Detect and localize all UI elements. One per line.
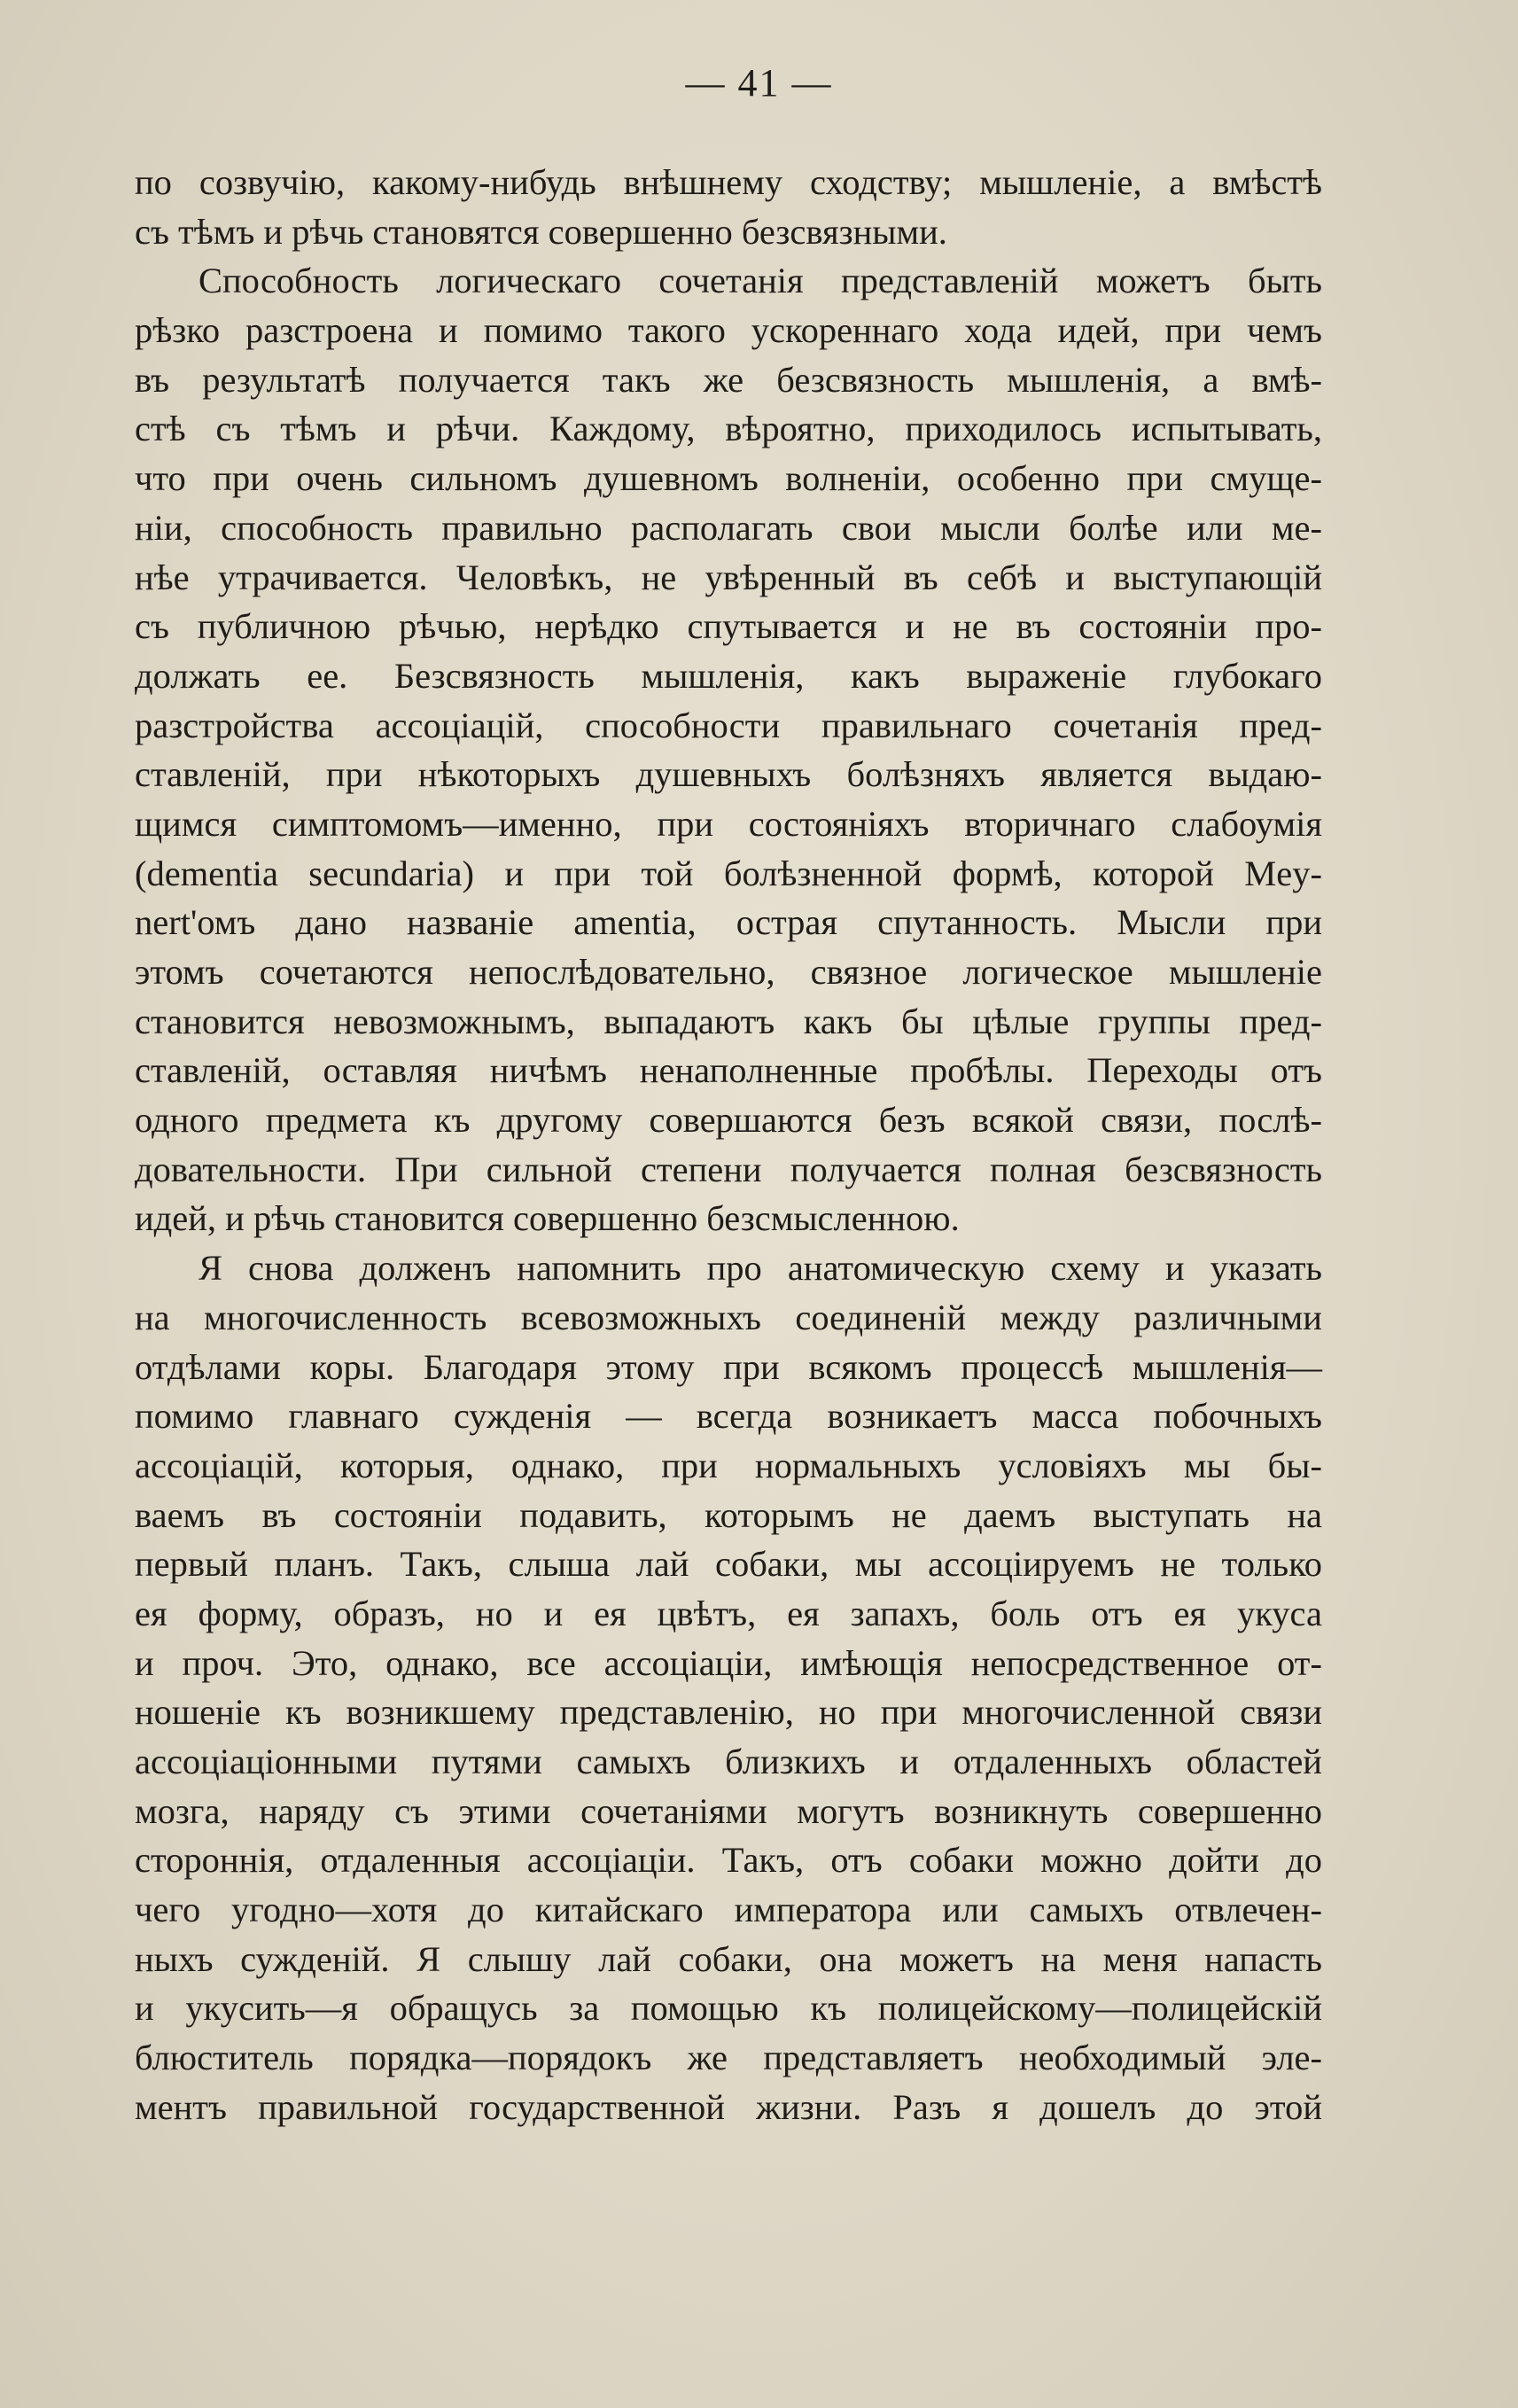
text-line: въ результатѣ получается такъ же безсвязность мышленія, а вмѣ-: [135, 359, 1322, 400]
paragraph-2: [135, 256, 1322, 1243]
text-line: и укусить—я обращусь за помощью къ полицейскому—полицейскій: [135, 1988, 1322, 2029]
text-line: блюститель порядка—порядокъ же представляетъ необходимый эле-: [135, 2038, 1322, 2078]
text-line: Способность логическаго сочетанія представленій можетъ быть: [199, 261, 1322, 301]
text-line: ставленій, при нѣкоторыхъ душевныхъ болѣзняхъ является выдаю-: [135, 754, 1322, 795]
paragraph-3: [135, 1243, 1322, 2131]
text-line: этомъ сочетаются непослѣдовательно, связное логическое мышленіе: [135, 952, 1322, 992]
text-line: и проч. Это, однако, все ассоціаціи, имѣющія непосредственное от-: [135, 1642, 1322, 1683]
text-line: ныхъ сужденій. Я слышу лай собаки, она можетъ на меня напасть: [135, 1938, 1322, 1979]
text-line: помимо главнаго сужденія — всегда возникаетъ масса побочныхъ: [135, 1396, 1322, 1437]
text-line: ментъ правильной государственной жизни. Разъ я дошелъ до этой: [135, 2086, 1322, 2127]
text-line: ассоціаціонными путями самыхъ близкихъ и отдаленныхъ областей: [135, 1742, 1322, 1781]
text-line: щимся симптомомъ—именно, при состояніяхъ вторичнаго слабоумія: [135, 803, 1322, 844]
text-line: Я снова долженъ напомнить про анатомическую схему и указать: [199, 1248, 1322, 1289]
text-line: ассоціацій, которыя, однако, при нормальныхъ условіяхъ мы бы-: [135, 1445, 1322, 1485]
text-line: первый планъ. Такъ, слыша лай собаки, мы ассоціируемъ не только: [135, 1544, 1322, 1585]
page-number: — 41 —: [685, 61, 833, 105]
text-line: одного предмета къ другому совершаются безъ всякой связи, послѣ-: [135, 1100, 1322, 1141]
text-line: на многочисленность всевозможныхъ соединеній между различными: [135, 1297, 1322, 1337]
text-line: что при очень сильномъ душевномъ волненіи, особенно при смуще-: [135, 458, 1322, 499]
body-text: [135, 158, 1322, 2132]
text-line: рѣзко разстроена и помимо такого ускореннаго хода идей, при чемъ: [135, 310, 1322, 351]
paragraph-1: [135, 158, 1322, 256]
text-line: ея форму, образъ, но и ея цвѣтъ, ея запахъ, боль отъ ея укуса: [135, 1593, 1322, 1633]
text-line: нѣе утрачивается. Человѣкъ, не увѣренный въ себѣ и выступающій: [135, 557, 1322, 597]
text-line: мозга, наряду съ этими сочетаніями могутъ возникнуть совершенно: [135, 1790, 1322, 1831]
text-line: отдѣлами коры. Благодаря этому при всякомъ процессѣ мышленія—: [135, 1346, 1322, 1387]
text-line: ніи, способность правильно располагать свои мысли болѣе или ме-: [135, 507, 1322, 548]
text-line: съ тѣмъ и рѣчь становятся совершенно безсвязными.: [135, 211, 947, 252]
text-line: съ публичною рѣчью, нерѣдко спутывается и не въ состояніи про-: [135, 606, 1322, 647]
text-line: nert'омъ дано названіе amentia, острая спутанность. Мысли при: [135, 902, 1322, 943]
text-line: чего угодно—хотя до китайскаго императора или самыхъ отвлечен-: [135, 1890, 1322, 1930]
text-line: ваемъ въ состояніи подавить, которымъ не даемъ выступать на: [135, 1494, 1322, 1535]
text-line: (dementia secundaria) и при той болѣзненной формѣ, которой Mey-: [135, 853, 1322, 893]
text-line: ношеніе къ возникшему представленію, но при многочисленной связи: [135, 1692, 1322, 1733]
text-line: идей, и рѣчь становится совершенно безсмысленною.: [135, 1198, 960, 1239]
text-line: разстройства ассоціацій, способности правильнаго сочетанія пред-: [135, 705, 1322, 745]
text-line: становится невозможнымъ, выпадаютъ какъ бы цѣлые группы пред-: [135, 1001, 1322, 1041]
text-line: должать ее. Безсвязность мышленія, какъ выраженіе глубокаго: [135, 655, 1322, 696]
text-line: стѣ съ тѣмъ и рѣчи. Каждому, вѣроятно, приходилось испытывать,: [135, 409, 1322, 449]
text-line: по созвучію, какому-нибудь внѣшнему сходству; мышленіе, а вмѣстѣ: [135, 162, 1322, 202]
text-line: ставленій, оставляя ничѣмъ ненаполненные пробѣлы. Переходы отъ: [135, 1050, 1322, 1091]
text-line: довательности. При сильной степени получается полная безсвязность: [135, 1149, 1322, 1189]
text-line: стороннія, отдаленныя ассоціаціи. Такъ, отъ собаки можно дойти до: [135, 1840, 1322, 1881]
